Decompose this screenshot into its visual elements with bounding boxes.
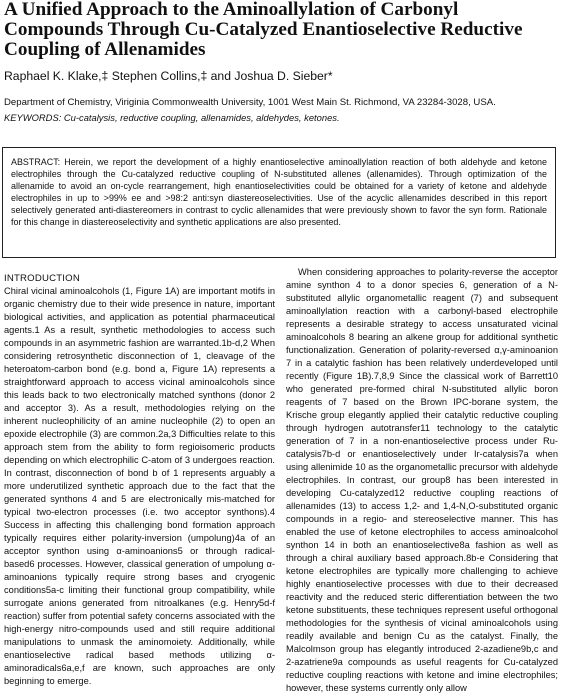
right-column xyxy=(286,266,558,695)
abstract-text: ABSTRACT: Herein, we report the development of a highly enantioselective aminoallylation reaction of both aldehyde and ketone electrophiles through the Cu-catalyzed reductive coupling of N-substituted allenes (allenamides). Through optimization of the allenamide to avoid an on-cycle rearrangement, high enantioselectivities could be obtained for a variety of ketone and aldehyde electrophiles in up to >99% ee and >98:2 anti:syn diastereoselectivities. Use of the acyclic allenamides described in this report selectively generated anti-diastereomers in contrast to cyclic allenamides that were previously shown to favor the syn form. Rationale for this change in diastereoselectivity and synthetic applications are also presented. xyxy=(11,157,547,228)
keywords: KEYWORDS: Cu-catalysis, reductive coupling, allenamides, aldehydes, ketones. xyxy=(4,112,340,123)
author-list: Raphael K. Klake,‡ Stephen Collins,‡ and Joshua D. Sieber* xyxy=(4,69,333,83)
intro-paragraph-1: Chiral vicinal aminoalcohols (1, Figure 1A) are important motifs in organic chemistry due to their wide presence in nature, important biological activities, and application as potential pharmaceutical agents.1 As a result, synthetic methodologies to access such compounds in an asymmetric fashion are warranted.1b-d,2 When considering retrosynthetic disconnection of 1, cleavage of the heteroatom-carbon bond (e.g. bond a, Figure 1A) represents a straightforward approach to access vicinal aminoalcohols since this leads back to two electronically matched synthons (donor 2 and acceptor 3). As a result, methodologies relying on the inherent nucleophilicity of an amine nucleophile (2) to open an epoxide electrophile (3) are common.2a,3 Difficulties relate to this approach stem from the ability to form regioisomeric products depending on which electrophilic C-atom of 3 undergoes reaction. In contrast, disconnection of bond b of 1 represents arguably a more underutilized synthetic approach due to the fact that the generated synthons 4 and 5 are electronically mis-matched for typical two-electron processes (i.e. two acceptor synthons).4 Success in affecting this challenging bond formation approach typically requires either polarity-inversion (umpolung)4a of an acceptor synthon using α-aminoanions5 or through radical-based6 processes. However, classical generation of umpolung α-aminoanions typically require strong bases and cryogenic conditions5a-c limiting their functional group compatibility, while surrogate anions generated from nitroalkanes (e.g. Henry5d-f reaction) suffer from potential safety concerns associated with the high-energy nitro-compounds used and still require additional manipulations to unmask the aminomoiety. Additionally, while enantioselective radical based methods utilizing α-aminoradicals6a,e,f are known, such approaches are only beginning to emerge. xyxy=(4,286,275,686)
paper-title: A Unified Approach to the Aminoallylation of Carbonyl Compounds Through Cu-Catalyzed Enantioselective Reductive Coupling of Allenamides xyxy=(4,0,523,60)
intro-paragraph-2: When considering approaches to polarity-reverse the acceptor amine synthon 4 to a donor species 6, generation of a N-substituted allylic organometallic reagent (7) and subsequent aminoallylation reaction with a carbonyl-based electrophile represents a desirable strategy to access unsaturated vicinal aminoalcohols 8 bearing an alkene group for additional synthetic functionalization. Generation of polarity-reversed α,γ-aminoanion 7 in a catalytic fashion has been relatively underdeveloped until recently (Figure 1B).7,8,9 Since the classical work of Barrett10 who generated pre-formed chiral N-substituted allylic boron reagents of 7 based on the Brown IPC-borane system, the Krische group elegantly applied their catalytic reductive coupling through hydrogen autotransfer11 technology to the catalytic generation of 7 in a non-enantioselective process under Ru-catalysis7b-d or enantioselectively under Ir-catalysis7a when using allenimide 10 as the organometallic precursor with aldehyde electrophiles. In contrast, our group8 has been interested in developing Cu-catalyzed12 reductive coupling reactions of allenamides (13) to access 1,2- and 1,4-N,O-substituted organic compounds in a regio- and stereoselective manner. This has enabled the use of ketone electrophiles to access aminoalcohol synthon 14 in both an enantioselective8a fashion as well as through a chiral auxiliary based approach.8b-e Considering that ketone electrophiles are typically more challenging to achieve highly enantioselective processes with due to their decreased reactivity and the reduced steric differentiation between the two ketone substituents, these techniques represent useful orthogonal methodologies for the synthesis of vicinal aminoalcohols using readily available and benign Cu as the catalyst. Finally, the Malcolmson group has elegantly introduced 2-azadiene9b,c and 2-azatriene9a compounds as useful reagents for Cu-catalyzed reductive coupling reactions with ketone and imine electrophiles; however, these systems currently only allow xyxy=(286,267,558,693)
abstract-box xyxy=(2,147,556,258)
introduction-heading: INTRODUCTION xyxy=(4,273,80,284)
affiliation: Department of Chemistry, Viriginia Commonwealth University, 1001 West Main St. Richmond, VA 23284-3028, USA. xyxy=(4,97,496,108)
left-column xyxy=(4,272,275,688)
